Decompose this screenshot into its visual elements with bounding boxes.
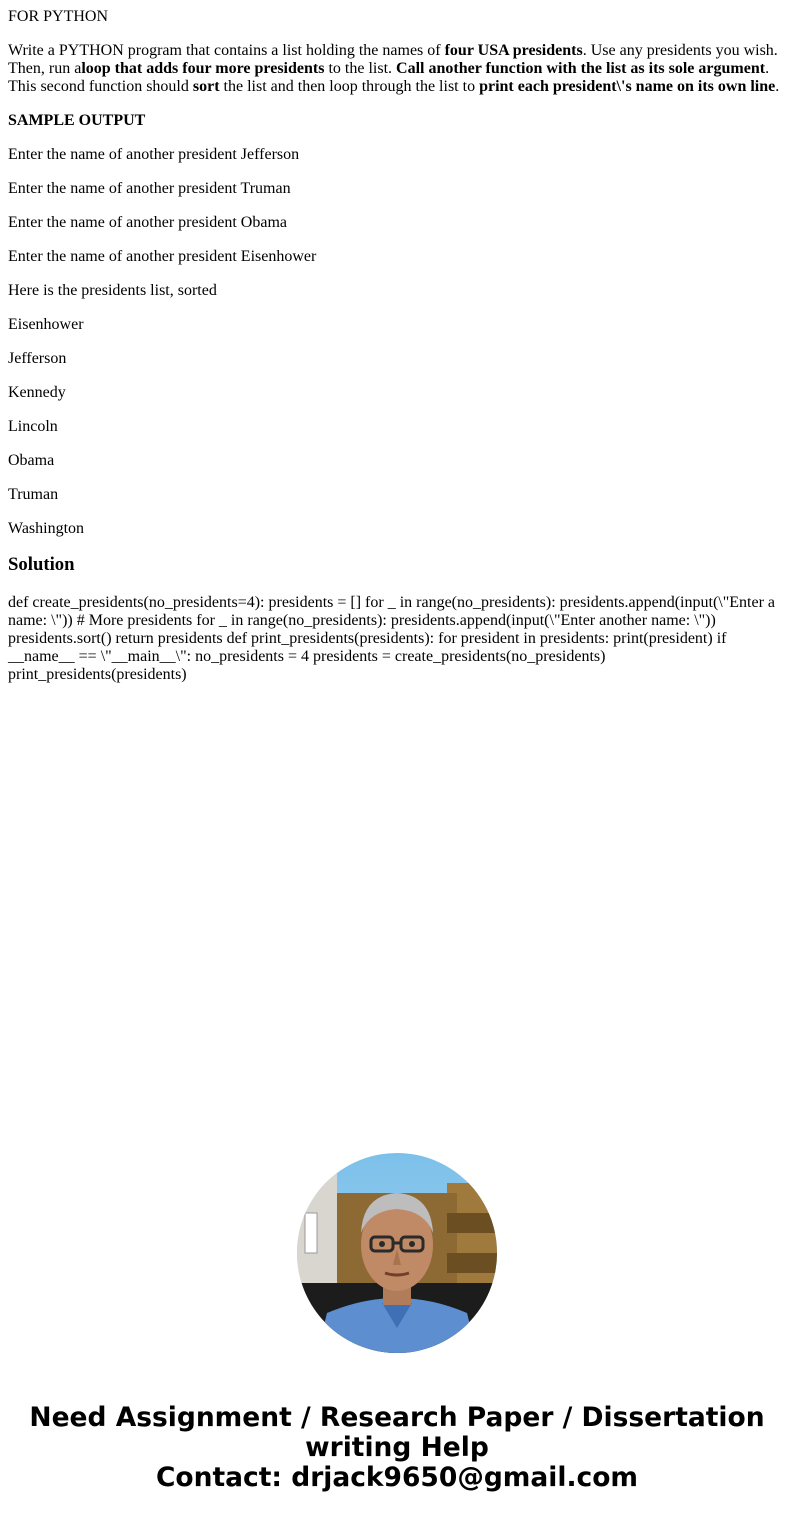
prompt-text-4: . This second function should: [8, 60, 770, 95]
sample-output-line: Eisenhower: [8, 316, 84, 333]
sample-output-line: Kennedy: [8, 384, 66, 401]
prompt-text-2: . Use any presidents you wish. Then, run a: [8, 42, 778, 77]
author-photo: [297, 1153, 497, 1353]
solution-code: def create_presidents(no_presidents=4): presidents = [] for _ in range(no_presidents): presidents.append(input(\"Enter a name: \")) # More presidents for _ in range(no_presidents): presidents.append(input(\"Enter another name: \")) presidents.sort() return presidents def print_presidents(presidents): for president in presidents: print(president) if __name__ == \"__main__\": no_presidents = 4 presidents = create_presidents(no_presidents) print_presidents(presidents): [8, 594, 775, 683]
promo-line-2: writing Help: [305, 1432, 489, 1463]
promo-line-1: Need Assignment / Research Paper / Dissertation: [29, 1402, 765, 1433]
prompt-bold-3: Call another function with the list as its sole argument: [396, 60, 766, 77]
sample-output-line: Washington: [8, 520, 85, 537]
prompt-text-3: to the list.: [324, 60, 397, 77]
sample-output-line: Enter the name of another president Obama: [8, 214, 287, 231]
promo-banner: [0, 1403, 794, 1493]
sample-output-line: Enter the name of another president Truman: [8, 180, 291, 197]
prompt-bold-4: sort: [192, 78, 220, 95]
sample-output-list: [8, 146, 786, 538]
sample-output-line: Enter the name of another president Eisenhower: [8, 248, 317, 265]
sample-output-line: Truman: [8, 486, 59, 503]
promo-contact: Contact: drjack9650@gmail.com: [155, 1462, 639, 1493]
sample-output-line: Obama: [8, 452, 55, 469]
prompt-text-6: .: [775, 78, 780, 95]
solution-heading: Solution: [8, 554, 75, 575]
prompt-bold-5: print each president\'s name on its own line: [479, 78, 776, 95]
sample-output-line: Here is the presidents list, sorted: [8, 282, 217, 299]
prompt-bold-2: loop that adds four more presidents: [81, 60, 325, 77]
sample-output-line: Lincoln: [8, 418, 58, 435]
language-label: FOR PYTHON: [8, 8, 109, 25]
sample-output-line: Enter the name of another president Jefferson: [8, 146, 300, 163]
question-prompt: [8, 42, 786, 96]
question-content: [8, 8, 786, 700]
sample-output-line: Jefferson: [8, 350, 67, 367]
author-portrait-image: [297, 1153, 497, 1353]
prompt-text-5: the list and then loop through the list to: [219, 78, 480, 95]
sample-output-heading: SAMPLE OUTPUT: [8, 112, 146, 129]
prompt-text-1: Write a PYTHON program that contains a list holding the names of: [8, 42, 445, 59]
prompt-bold-1: four USA presidents: [444, 42, 583, 59]
